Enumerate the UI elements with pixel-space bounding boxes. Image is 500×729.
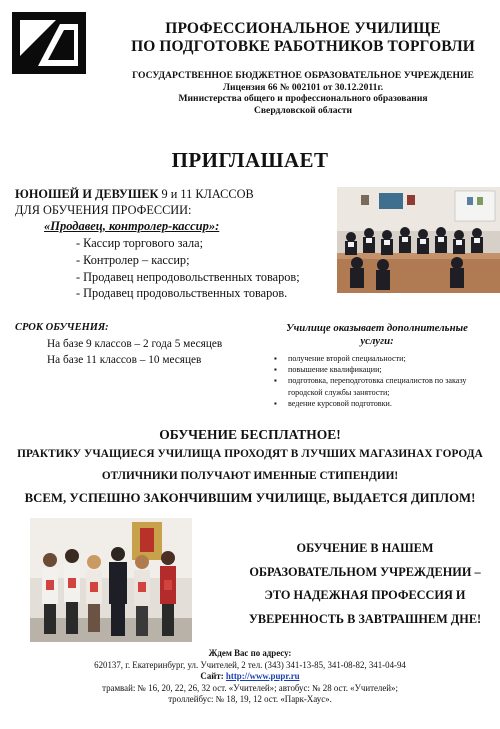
school-name-line2: ПО ПОДГОТОВКЕ РАБОТНИКОВ ТОРГОВЛИ (131, 38, 475, 55)
term-title: СРОК ОБУЧЕНИЯ: (15, 322, 109, 333)
services-list (274, 353, 492, 409)
list-item: - Контролер – кассир; (76, 252, 300, 269)
list-item: На базе 9 классов – 2 года 5 месяцев (47, 338, 223, 350)
list-item: На базе 11 классов – 10 месяцев (47, 354, 202, 366)
diploma-text: ВСЕМ, УСПЕШНО ЗАКОНЧИВШИМ УЧИЛИЩЕ, ВЫДАЕТСЯ ДИПЛОМ! (24, 491, 476, 505)
transport-line1: трамвай: № 16, 20, 22, 26, 32 ост. «Учителей»; автобус: № 28 ост. «Учителей»; (102, 682, 398, 693)
contacts-title: Ждем Вас по адресу: (208, 648, 292, 658)
list-item: - Продавец непродовольственных товаров; (76, 269, 300, 286)
profession-title: «Продавец, контролер-кассир»: (44, 219, 220, 233)
list-item: - Продавец продовольственных товаров. (76, 285, 300, 302)
list-item: ▪ подготовка, переподготовка специалистов по заказу городской службы занятости; (274, 375, 492, 397)
free-education-heading: ОБУЧЕНИЕ БЕСПЛАТНОЕ! (159, 427, 341, 442)
graduates-photo (30, 518, 192, 642)
slogan: ОБУЧЕНИЕ В НАШЕМ ОБРАЗОВАТЕЛЬНОМ УЧРЕЖДЕНИИ – ЭТО НАДЕЖНАЯ ПРОФЕССИЯ И УВЕРЕННОСТЬ В ЗАВТРАШНЕМ ДНЕ! (248, 541, 482, 626)
contacts-block (0, 648, 500, 706)
list-item: ▪ повышение квалификации; (274, 364, 492, 375)
stipend-text: ОТЛИЧНИКИ ПОЛУЧАЮТ ИМЕННЫЕ СТИПЕНДИИ! (101, 470, 399, 482)
ministry-text: Министерства общего и профессионального образования (178, 93, 428, 104)
services-block (262, 322, 492, 409)
list-item: - Кассир торгового зала; (76, 235, 300, 252)
practice-text: ПРАКТИКУ УЧАЩИЕСЯ УЧИЛИЩА ПРОХОДЯТ В ЛУЧШИХ МАГАЗИНАХ ГОРОДА (17, 448, 483, 460)
audience-bold: ЮНОШЕЙ И ДЕВУШЕК (15, 187, 159, 201)
services-title: Училище оказывает дополнительные услуги: (286, 322, 468, 347)
transport-line2: троллейбус: № 18, 19, 12 ост. «Парк-Хаус». (168, 694, 332, 705)
audience-classes: 9 и 11 КЛАССОВ (158, 187, 254, 201)
school-name-line1: ПРОФЕССИОНАЛЬНОЕ УЧИЛИЩЕ (165, 20, 441, 37)
license-text: Лицензия 66 № 002101 от 30.12.2011г. (222, 81, 384, 93)
header (118, 20, 488, 116)
address-text: 620137, г. Екатеринбург, ул. Учителей, 2 тел. (343) 341-13-85, 341-08-82, 341-04-94 (94, 659, 406, 670)
site-label: Сайт: (200, 671, 226, 682)
region-text: Свердловской области (253, 104, 353, 116)
list-item: ▪ ведение курсовой подготовки. (274, 398, 492, 409)
institution-info (118, 70, 488, 116)
invite-heading: ПРИГЛАШАЕТ (171, 148, 329, 172)
site-line (0, 671, 500, 683)
profession-list (76, 235, 300, 302)
term-list (47, 336, 222, 368)
school-logo (12, 12, 86, 74)
audience-purpose: ДЛЯ ОБУЧЕНИЯ ПРОФЕССИИ: (15, 202, 192, 217)
site-link[interactable]: http://www.pupr.ru (225, 671, 300, 682)
audience-block (15, 187, 335, 218)
classroom-photo (337, 187, 500, 293)
institution-type: ГОСУДАРСТВЕННОЕ БЮДЖЕТНОЕ ОБРАЗОВАТЕЛЬНОЕ УЧРЕЖДЕНИЕ (132, 70, 474, 81)
list-item: ▪ получение второй специальности; (274, 353, 492, 364)
